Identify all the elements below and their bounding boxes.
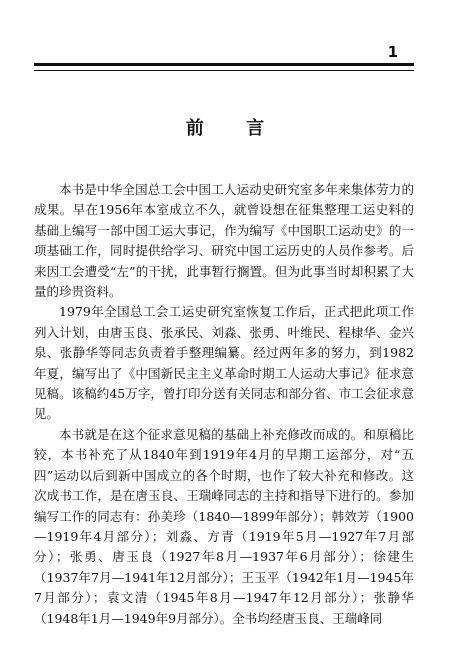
paragraph-2: 1979年全国总工会工运史研究室恢复工作后，正式把此项工作列入计划，由唐玉良、张承民、刘淼、张勇、叶维民、程棣华、金兴泉、张静华等同志负责着手整理编纂。经过两年多的努力，到1982年夏，编写出了《中国新民主主义革命时期工人运动大事记》征求意见稿。该稿约45万字，曾打印分送有关同志和部分省、市工会征求意见。 [34,304,414,422]
page-number: 1 [387,43,398,61]
page-title: 前 言 [185,118,283,139]
body-text [34,180,414,629]
header-rule-thick [34,63,414,66]
paragraph-3: 本书就是在这个征求意见稿的基础上补充修改而成的。和原稿比较，本书补充了从1840年到1919年4月的早期工运部分，对“五四”运动以后到新中国成立的各个时期，也作了较大补充和修改。这次成书工作，是在唐玉良、王瑞峰同志的主持和指导下进行的。参加编写工作的同志有：孙美珍（1840—1899年部分）；韩效芳（1900—1919年4月部分）；刘淼、方青（1919年5月—1927年7月部分）；张勇、唐玉良（1927年8月—1937年6月部分）；徐建生（1937年7月—1941年12月部分）；王玉平（1942年1月—1945年7月部分）；袁文清（1945年8月—1947年12月部分）；张静华（1948年1月—1949年9月部分）。全书均经唐玉良、王瑞峰同 [34,426,414,626]
paragraph-1: 本书是中华全国总工会中国工人运动史研究室多年来集体劳力的成果。早在1956年本室成立不久，就曾设想在征集整理工运史料的基础上编写一部中国工运大事记，作为编写《中国职工运动史》的一项基础工作，同时提供给学习、研究中国工运历史的人员作参考。后来因工会遭受“左”的干扰，此事暂行搁置。但为此事当时却积累了大量的珍贵资料。 [34,182,414,300]
header-rule-thin [34,70,414,71]
